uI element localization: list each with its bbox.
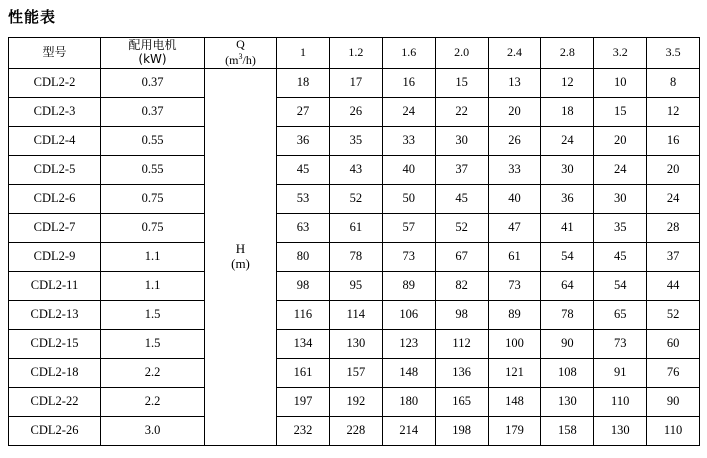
cell-value: 61 <box>329 213 382 242</box>
cell-model: CDL2-9 <box>9 242 101 271</box>
cell-value: 26 <box>329 97 382 126</box>
cell-power: 0.75 <box>101 213 205 242</box>
cell-value: 198 <box>435 416 488 445</box>
flow-unit-exponent: 3 <box>238 51 243 61</box>
column-header-flow-4: 2.0 <box>435 38 488 69</box>
cell-head-unit <box>205 68 277 445</box>
cell-model: CDL2-13 <box>9 300 101 329</box>
table-row <box>9 271 700 300</box>
table-header-row <box>9 38 700 69</box>
cell-value: 24 <box>594 155 647 184</box>
cell-value: 45 <box>594 242 647 271</box>
cell-value: 13 <box>488 68 541 97</box>
cell-value: 108 <box>541 358 594 387</box>
cell-value: 36 <box>541 184 594 213</box>
table-row <box>9 242 700 271</box>
column-header-flow-2: 1.2 <box>329 38 382 69</box>
cell-value: 180 <box>382 387 435 416</box>
cell-value: 91 <box>594 358 647 387</box>
cell-value: 90 <box>541 329 594 358</box>
column-header-model: 型号 <box>9 38 101 69</box>
table-row <box>9 97 700 126</box>
head-unit: (m) <box>231 255 250 271</box>
column-header-power-line1: 配用电机 <box>128 38 177 52</box>
cell-power: 0.55 <box>101 126 205 155</box>
cell-value: 20 <box>647 155 700 184</box>
cell-value: 148 <box>382 358 435 387</box>
cell-value: 12 <box>541 68 594 97</box>
cell-power: 1.1 <box>101 242 205 271</box>
table-row <box>9 416 700 445</box>
cell-value: 30 <box>541 155 594 184</box>
cell-power: 1.5 <box>101 300 205 329</box>
cell-value: 52 <box>435 213 488 242</box>
cell-value: 8 <box>647 68 700 97</box>
cell-value: 89 <box>382 271 435 300</box>
cell-value: 50 <box>382 184 435 213</box>
cell-model: CDL2-4 <box>9 126 101 155</box>
table-row <box>9 300 700 329</box>
cell-value: 148 <box>488 387 541 416</box>
cell-value: 98 <box>277 271 330 300</box>
cell-value: 214 <box>382 416 435 445</box>
cell-value: 61 <box>488 242 541 271</box>
cell-value: 121 <box>488 358 541 387</box>
cell-value: 78 <box>541 300 594 329</box>
cell-value: 192 <box>329 387 382 416</box>
cell-value: 40 <box>488 184 541 213</box>
column-header-power <box>101 38 205 69</box>
cell-value: 10 <box>594 68 647 97</box>
cell-value: 54 <box>541 242 594 271</box>
cell-value: 114 <box>329 300 382 329</box>
cell-value: 67 <box>435 242 488 271</box>
column-header-flow-3: 1.6 <box>382 38 435 69</box>
cell-value: 161 <box>277 358 330 387</box>
cell-model: CDL2-5 <box>9 155 101 184</box>
cell-value: 82 <box>435 271 488 300</box>
cell-value: 130 <box>594 416 647 445</box>
cell-value: 80 <box>277 242 330 271</box>
cell-value: 232 <box>277 416 330 445</box>
cell-value: 54 <box>594 271 647 300</box>
cell-value: 22 <box>435 97 488 126</box>
table-row <box>9 358 700 387</box>
cell-power: 2.2 <box>101 358 205 387</box>
flow-symbol: Q <box>236 37 245 51</box>
cell-value: 33 <box>488 155 541 184</box>
table-row <box>9 329 700 358</box>
cell-value: 89 <box>488 300 541 329</box>
cell-power: 2.2 <box>101 387 205 416</box>
cell-value: 16 <box>647 126 700 155</box>
cell-model: CDL2-7 <box>9 213 101 242</box>
cell-value: 64 <box>541 271 594 300</box>
cell-value: 35 <box>329 126 382 155</box>
cell-value: 228 <box>329 416 382 445</box>
cell-value: 179 <box>488 416 541 445</box>
cell-model: CDL2-18 <box>9 358 101 387</box>
cell-value: 134 <box>277 329 330 358</box>
cell-value: 30 <box>435 126 488 155</box>
cell-value: 45 <box>435 184 488 213</box>
table-row <box>9 126 700 155</box>
cell-model: CDL2-11 <box>9 271 101 300</box>
cell-value: 63 <box>277 213 330 242</box>
column-header-power-line2: (kW) <box>138 51 167 66</box>
performance-table <box>8 37 700 446</box>
cell-value: 30 <box>594 184 647 213</box>
cell-value: 130 <box>329 329 382 358</box>
cell-value: 130 <box>541 387 594 416</box>
cell-value: 110 <box>647 416 700 445</box>
cell-power: 1.5 <box>101 329 205 358</box>
column-header-flow-5: 2.4 <box>488 38 541 69</box>
cell-value: 73 <box>382 242 435 271</box>
cell-power: 1.1 <box>101 271 205 300</box>
cell-value: 12 <box>647 97 700 126</box>
cell-value: 106 <box>382 300 435 329</box>
cell-value: 18 <box>277 68 330 97</box>
performance-table-container <box>8 37 699 446</box>
cell-value: 90 <box>647 387 700 416</box>
cell-value: 45 <box>277 155 330 184</box>
cell-value: 47 <box>488 213 541 242</box>
table-row <box>9 387 700 416</box>
cell-model: CDL2-6 <box>9 184 101 213</box>
cell-value: 197 <box>277 387 330 416</box>
cell-model: CDL2-26 <box>9 416 101 445</box>
cell-value: 123 <box>382 329 435 358</box>
cell-value: 24 <box>647 184 700 213</box>
cell-model: CDL2-2 <box>9 68 101 97</box>
cell-value: 76 <box>647 358 700 387</box>
cell-value: 98 <box>435 300 488 329</box>
cell-value: 18 <box>541 97 594 126</box>
cell-value: 36 <box>277 126 330 155</box>
column-header-flow-6: 2.8 <box>541 38 594 69</box>
flow-unit-post: /h) <box>242 52 256 67</box>
cell-value: 33 <box>382 126 435 155</box>
cell-value: 100 <box>488 329 541 358</box>
cell-value: 165 <box>435 387 488 416</box>
cell-value: 15 <box>435 68 488 97</box>
cell-model: CDL2-15 <box>9 329 101 358</box>
cell-value: 57 <box>382 213 435 242</box>
cell-value: 157 <box>329 358 382 387</box>
table-body <box>9 68 700 445</box>
cell-power: 0.75 <box>101 184 205 213</box>
cell-power: 0.55 <box>101 155 205 184</box>
cell-value: 20 <box>594 126 647 155</box>
cell-value: 35 <box>594 213 647 242</box>
cell-value: 20 <box>488 97 541 126</box>
cell-power: 0.37 <box>101 68 205 97</box>
flow-unit <box>225 53 256 67</box>
cell-value: 73 <box>594 329 647 358</box>
cell-value: 158 <box>541 416 594 445</box>
head-symbol: H <box>235 240 246 256</box>
column-header-flow-8: 3.5 <box>647 38 700 69</box>
cell-value: 16 <box>382 68 435 97</box>
cell-value: 73 <box>488 271 541 300</box>
cell-value: 95 <box>329 271 382 300</box>
cell-value: 24 <box>541 126 594 155</box>
cell-value: 44 <box>647 271 700 300</box>
cell-value: 52 <box>647 300 700 329</box>
cell-value: 27 <box>277 97 330 126</box>
cell-value: 60 <box>647 329 700 358</box>
table-row <box>9 184 700 213</box>
cell-value: 28 <box>647 213 700 242</box>
table-row <box>9 213 700 242</box>
cell-value: 37 <box>647 242 700 271</box>
cell-power: 3.0 <box>101 416 205 445</box>
cell-power: 0.37 <box>101 97 205 126</box>
cell-value: 65 <box>594 300 647 329</box>
cell-value: 136 <box>435 358 488 387</box>
cell-value: 53 <box>277 184 330 213</box>
cell-value: 24 <box>382 97 435 126</box>
cell-model: CDL2-3 <box>9 97 101 126</box>
cell-value: 15 <box>594 97 647 126</box>
cell-value: 41 <box>541 213 594 242</box>
cell-value: 52 <box>329 184 382 213</box>
cell-value: 37 <box>435 155 488 184</box>
table-row <box>9 155 700 184</box>
cell-value: 26 <box>488 126 541 155</box>
cell-value: 17 <box>329 68 382 97</box>
cell-value: 40 <box>382 155 435 184</box>
column-header-flow <box>205 38 277 69</box>
cell-value: 112 <box>435 329 488 358</box>
column-header-flow-1: 1 <box>277 38 330 69</box>
cell-model: CDL2-22 <box>9 387 101 416</box>
cell-value: 78 <box>329 242 382 271</box>
column-header-flow-7: 3.2 <box>594 38 647 69</box>
cell-value: 110 <box>594 387 647 416</box>
flow-unit-pre: (m <box>225 52 239 67</box>
cell-value: 116 <box>277 300 330 329</box>
table-row <box>9 68 700 97</box>
page-title: 性能表 <box>8 8 57 26</box>
cell-value: 43 <box>329 155 382 184</box>
